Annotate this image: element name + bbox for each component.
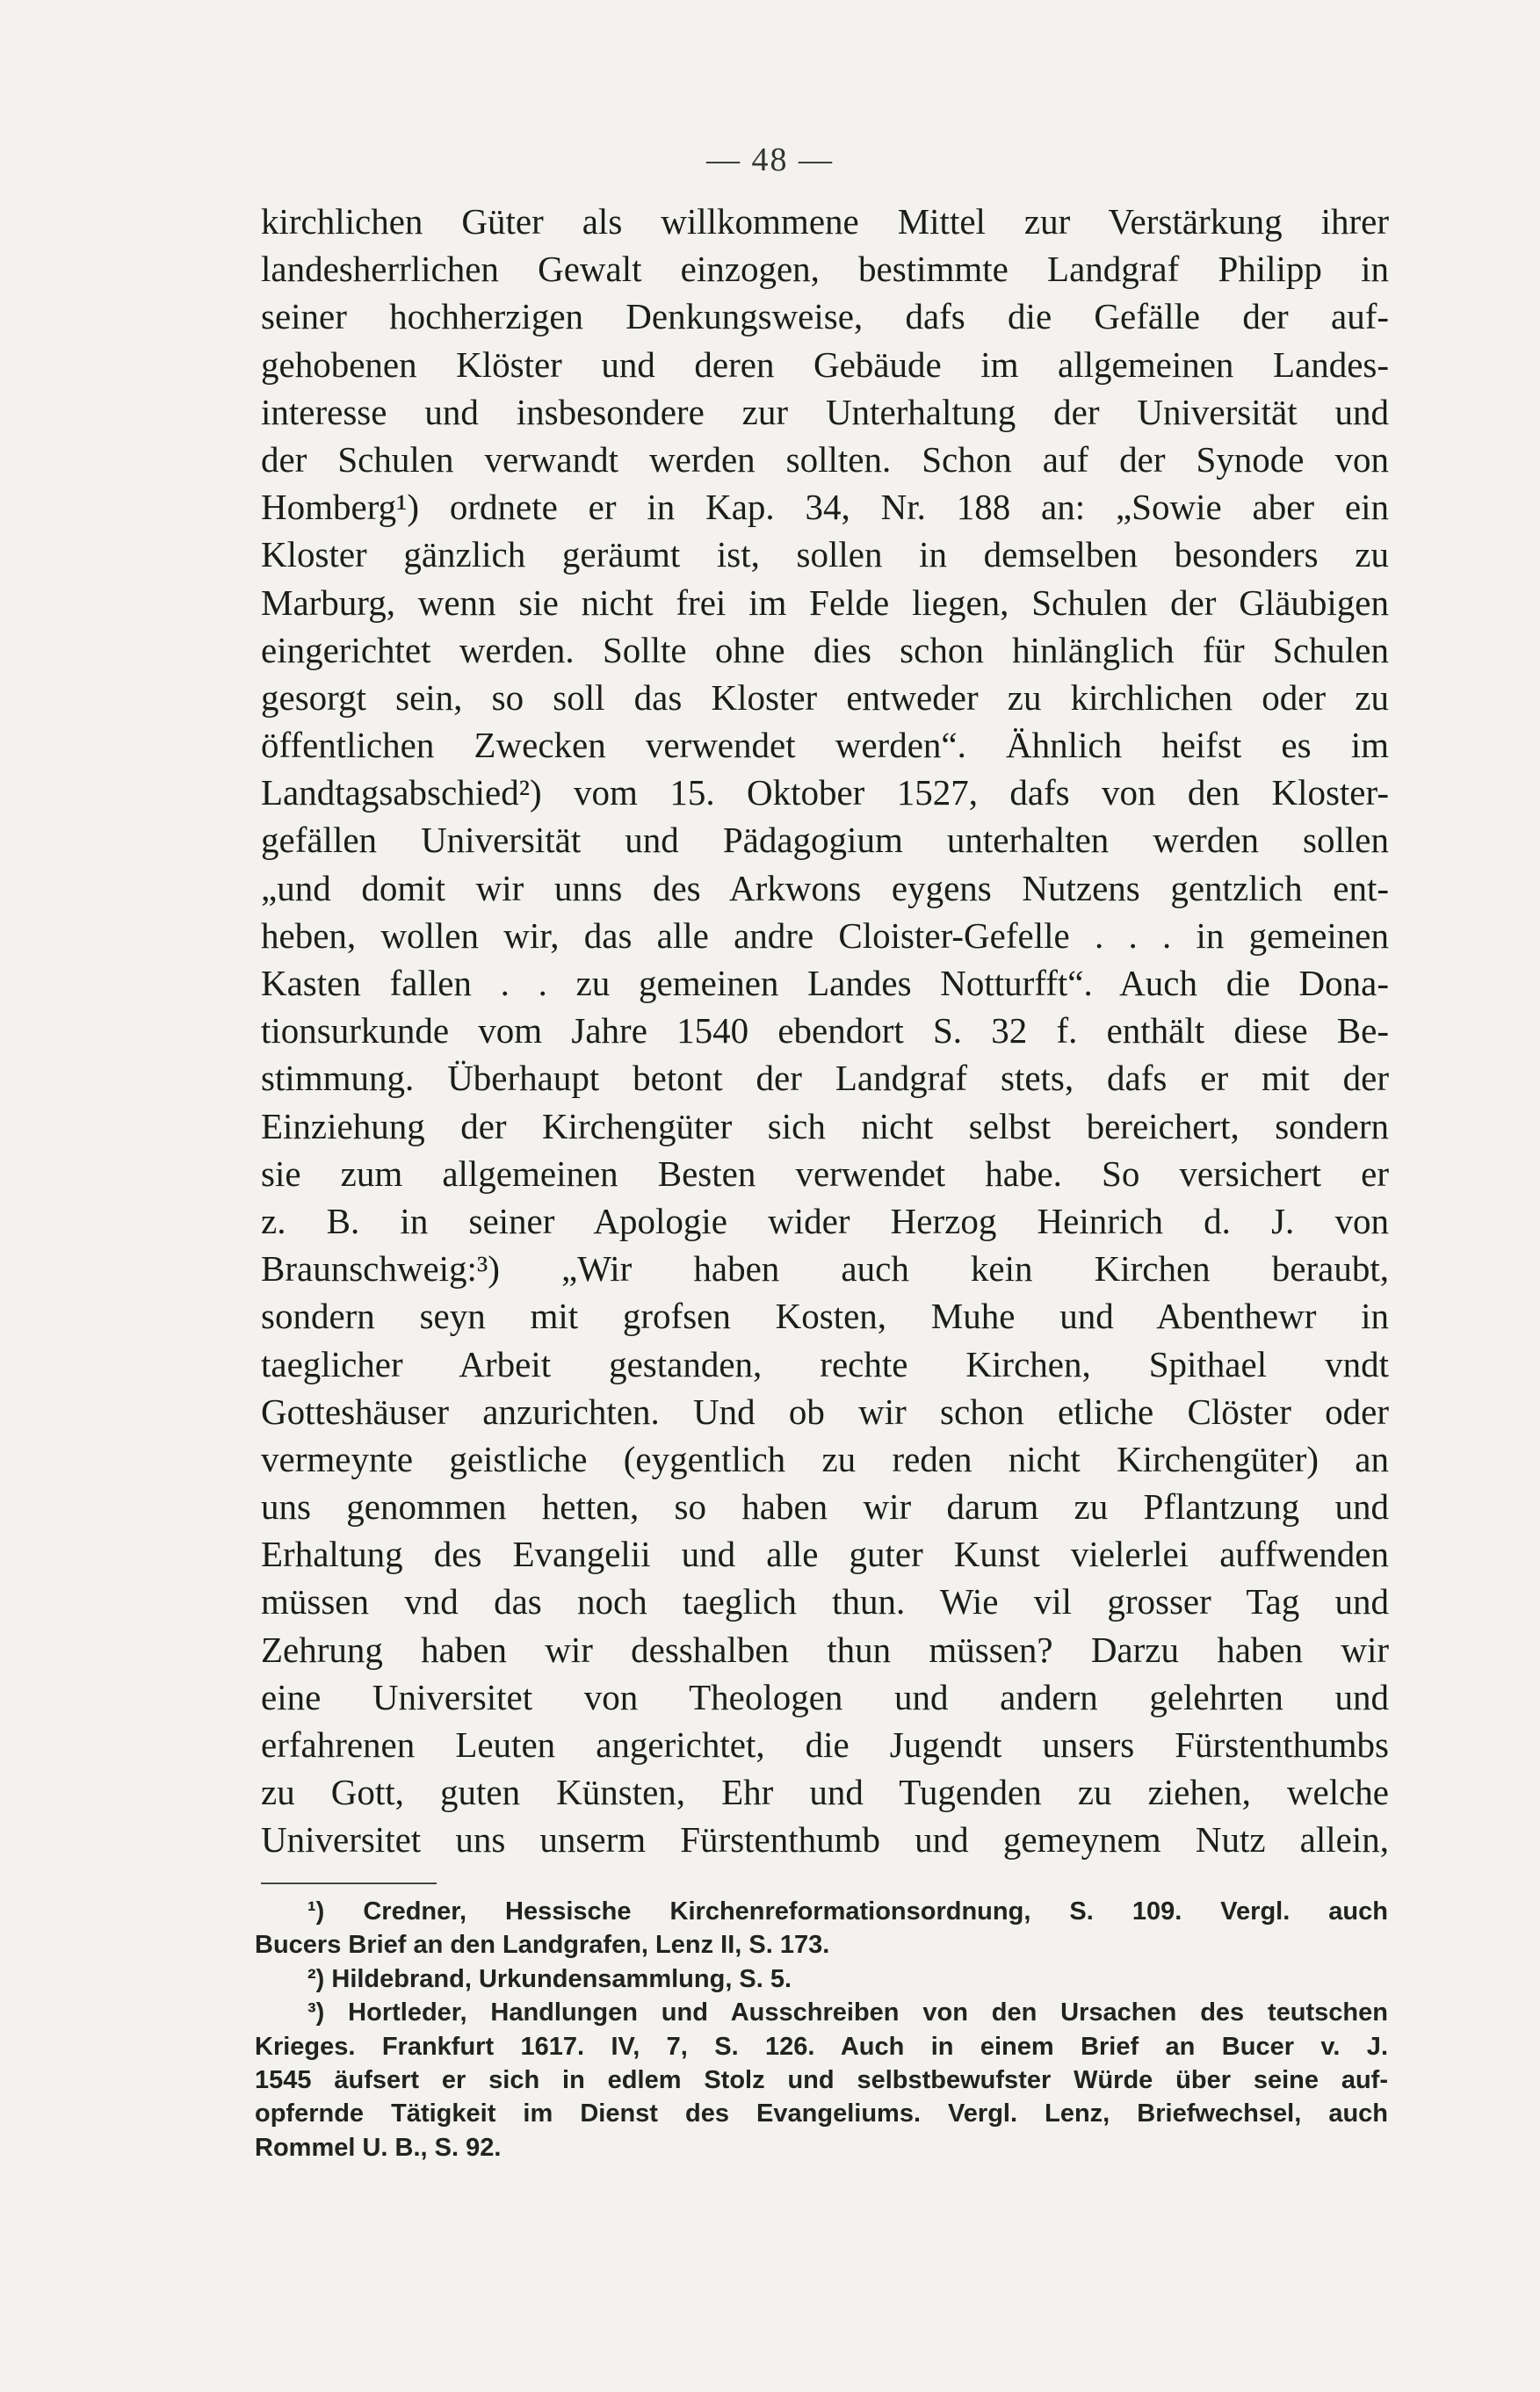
body-line: gefällen Universität und Pädagogium unterhalten werden sollen — [261, 820, 1389, 861]
body-line: seiner hochherzigen Denkungsweise, dafs die Gefälle der auf- — [261, 296, 1389, 337]
body-line: „und domit wir unns des Arkwons eygens Nutzens gentzlich ent- — [261, 867, 1389, 908]
footnote-separator — [261, 1883, 437, 1884]
body-line: Zehrung haben wir desshalben thun müssen? Darzu haben wir — [261, 1629, 1389, 1670]
body-text — [261, 198, 1389, 1864]
body-line: Kloster gänzlich geräumt ist, sollen in demselben besonders zu — [261, 534, 1389, 575]
footnote-line: 1545 äufsert er sich in edlem Stolz und selbstbewufster Würde über seine auf- — [255, 2065, 1388, 2094]
body-line: Universitet uns unserm Fürstenthumb und gemeynem Nutz allein, — [261, 1819, 1389, 1861]
body-line: stimmung. Überhaupt betont der Landgraf stets, dafs er mit der — [261, 1058, 1389, 1099]
body-line: Braunschweig:³) „Wir haben auch kein Kirchen beraubt, — [261, 1248, 1389, 1290]
footnote-line: Krieges. Frankfurt 1617. IV, 7, S. 126. Auch in einem Brief an Bucer v. J. — [255, 2032, 1388, 2061]
body-line: Landtagsabschied²) vom 15. Oktober 1527, dafs von den Kloster- — [261, 772, 1389, 813]
body-line: landesherrlichen Gewalt einzogen, bestimmte Landgraf Philipp in — [261, 249, 1389, 290]
body-line: taeglicher Arbeit gestanden, rechte Kirchen, Spithael vndt — [261, 1343, 1389, 1384]
footnote-line: ²) Hildebrand, Urkundensammlung, S. 5. — [307, 1964, 792, 1993]
body-line: müssen vnd das noch taeglich thun. Wie vil grosser Tag und — [261, 1581, 1389, 1622]
body-line: vermeynte geistliche (eygentlich zu reden nicht Kirchengüter) an — [261, 1438, 1389, 1479]
body-line: uns genommen hetten, so haben wir darum zu Pflantzung und — [261, 1486, 1389, 1528]
body-line: Einziehung der Kirchengüter sich nicht selbst bereichert, sondern — [261, 1105, 1389, 1146]
body-line: gesorgt sein, so soll das Kloster entweder zu kirchlichen oder zu — [261, 676, 1389, 718]
body-line: kirchlichen Güter als willkommene Mittel zur Verstärkung ihrer — [261, 201, 1389, 242]
page-number: — 48 — — [706, 141, 834, 178]
footnote-line: Bucers Brief an den Landgrafen, Lenz II, S. 173. — [255, 1931, 830, 1960]
body-line: Erhaltung des Evangelii und alle guter Kunst vielerlei auffwenden — [261, 1534, 1389, 1575]
body-line: Marburg, wenn sie nicht frei im Felde liegen, Schulen der Gläubigen — [261, 582, 1389, 623]
body-line: zu Gott, guten Künsten, Ehr und Tugenden zu ziehen, welche — [261, 1772, 1389, 1813]
footnotes — [255, 1895, 1388, 2164]
footnote-line: Rommel U. B., S. 92. — [255, 2133, 502, 2162]
body-line: der Schulen verwandt werden sollten. Schon auf der Synode von — [261, 438, 1389, 480]
body-line: sie zum allgemeinen Besten verwendet habe. So versichert er — [261, 1153, 1389, 1194]
body-line: heben, wollen wir, das alle andre Cloister-Gefelle . . . in gemeinen — [261, 914, 1389, 956]
footnote-line: ³) Hortleder, Handlungen und Ausschreiben von den Ursachen des teutschen — [307, 1998, 1388, 2027]
body-line: tionsurkunde vom Jahre 1540 ebendort S. 32 f. enthält diese Be- — [261, 1010, 1389, 1051]
footnote-line: opfernde Tätigkeit im Dienst des Evangeliums. Vergl. Lenz, Briefwechsel, auch — [255, 2099, 1388, 2128]
body-line: sondern seyn mit grofsen Kosten, Muhe und Abenthewr in — [261, 1296, 1389, 1337]
footnote-line: ¹) Credner, Hessische Kirchenreformationsordnung, S. 109. Vergl. auch — [307, 1897, 1388, 1926]
body-line: öffentlichen Zwecken verwendet werden“. Ähnlich heifst es im — [261, 725, 1389, 766]
body-line: eingerichtet werden. Sollte ohne dies schon hinlänglich für Schulen — [261, 629, 1389, 670]
body-line: interesse und insbesondere zur Unterhaltung der Universität und — [261, 391, 1389, 432]
body-line: Kasten fallen . . zu gemeinen Landes Notturfft“. Auch die Dona- — [261, 963, 1389, 1003]
body-line: eine Universitet von Theologen und andern gelehrten und — [261, 1676, 1389, 1717]
body-line: Homberg¹) ordnete er in Kap. 34, Nr. 188 an: „Sowie aber ein — [261, 487, 1389, 528]
body-line: Gotteshäuser anzurichten. Und ob wir schon etliche Clöster oder — [261, 1391, 1389, 1432]
body-line: erfahrenen Leuten angerichtet, die Jugendt unsers Fürstenthumbs — [261, 1724, 1389, 1765]
body-line: gehobenen Klöster und deren Gebäude im allgemeinen Landes- — [261, 343, 1389, 385]
body-line: z. B. in seiner Apologie wider Herzog Heinrich d. J. von — [261, 1200, 1389, 1241]
